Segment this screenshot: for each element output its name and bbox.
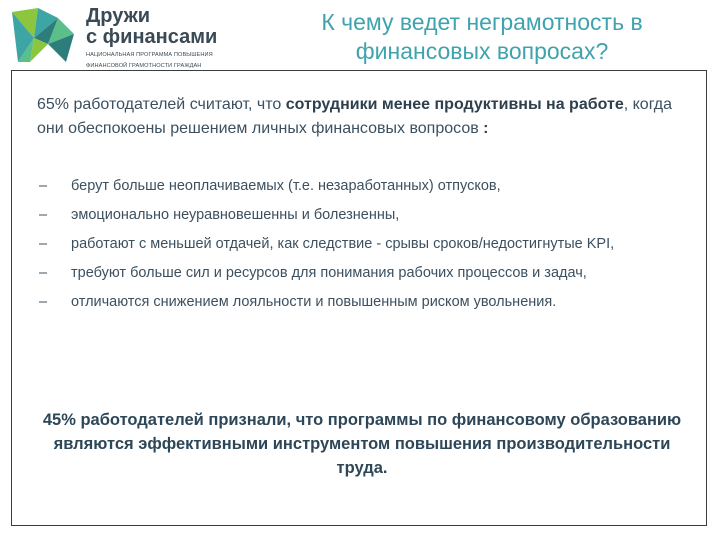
list-item-text: работают с меньшей отдачей, как следствие - срывы сроков/недостигнутые KPI, xyxy=(71,236,615,252)
dash-bullet: – xyxy=(39,294,48,310)
logo-name-line2: с финансами xyxy=(86,26,218,48)
consequences-list xyxy=(37,176,687,321)
list-item xyxy=(37,263,687,283)
conclusion-statement: 45% работодателей признали, что программы по финансовому образованию являются эффективными инструментом повышения производительности труда. xyxy=(42,411,682,477)
list-item xyxy=(37,234,687,254)
slide-header xyxy=(0,0,720,72)
dash-bullet: – xyxy=(39,236,48,252)
list-item xyxy=(37,176,687,196)
list-item-text: отличаются снижением лояльности и повышенным риском увольнения. xyxy=(71,294,557,310)
dash-bullet: – xyxy=(39,178,48,194)
content-frame xyxy=(11,70,707,526)
list-item-text: берут больше неоплачиваемых (т.е. незаработанных) отпусков, xyxy=(71,178,501,194)
logo xyxy=(8,4,248,69)
intro-suffix: , когда они обеспокоены решением личных финансовых вопросов xyxy=(37,96,673,137)
slide-title: К чему ведет неграмотность в финансовых вопросах? xyxy=(321,9,643,64)
list-item xyxy=(37,205,687,225)
list-item-text: требуют больше сил и ресурсов для понимания рабочих процессов и задач, xyxy=(71,265,587,281)
intro-colon: : xyxy=(483,120,489,137)
intro-bold: сотрудники менее продуктивны на работе xyxy=(285,96,624,113)
logo-mark-icon xyxy=(8,4,80,66)
intro-paragraph xyxy=(37,93,687,141)
logo-subtitle-line2: ФИНАНСОВОЙ ГРАМОТНОСТИ ГРАЖДАН xyxy=(86,63,202,69)
logo-name-line1: Дружи xyxy=(86,5,151,27)
dash-bullet: – xyxy=(39,265,48,281)
list-item-text: эмоционально неуравновешенны и болезненны, xyxy=(71,207,400,223)
intro-prefix: 65% работодателей считают, что xyxy=(37,96,286,113)
list-item xyxy=(37,292,687,312)
dash-bullet: – xyxy=(39,207,48,223)
logo-subtitle-line1: НАЦИОНАЛЬНАЯ ПРОГРАММА ПОВЫШЕНИЯ xyxy=(86,52,213,58)
